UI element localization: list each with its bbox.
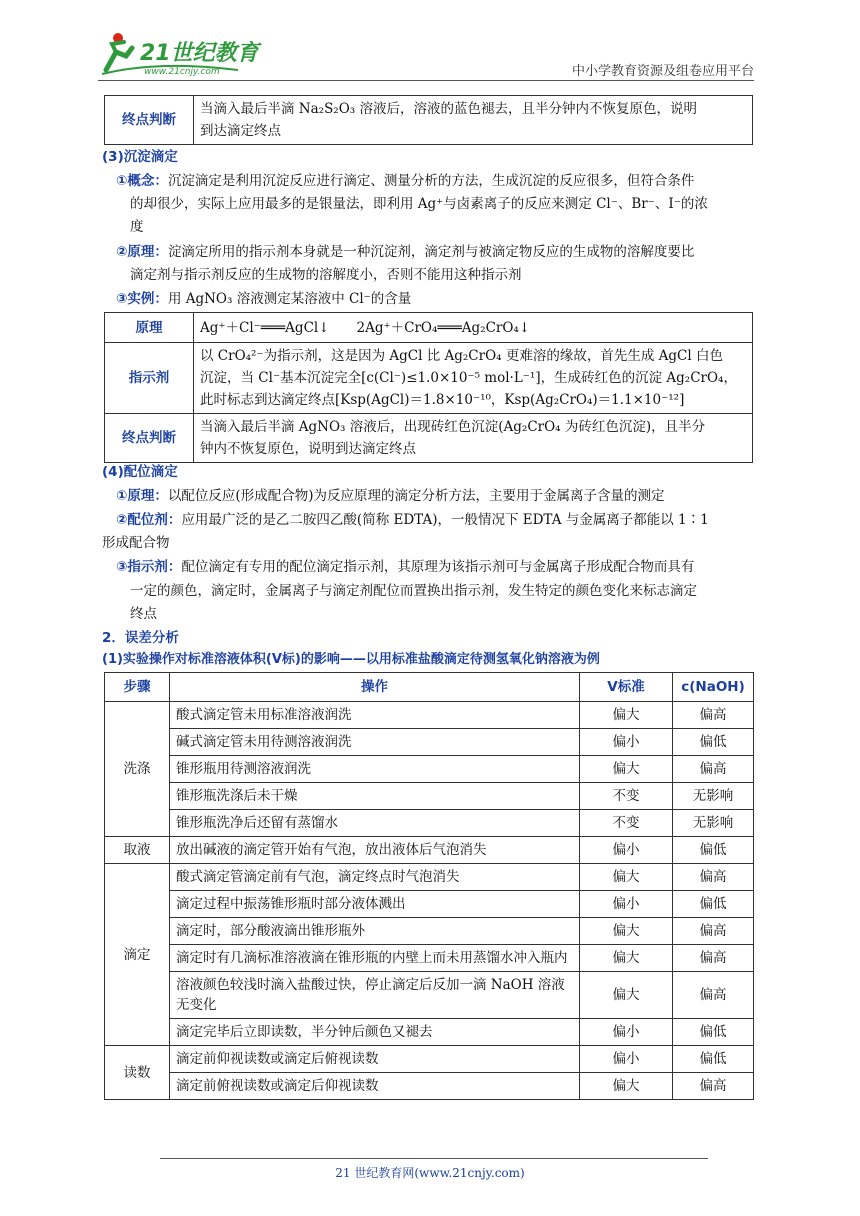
principle-line-1 <box>116 241 694 263</box>
operation-cell: 放出碱液的滴定管开始有气泡，放出液体后气泡消失 <box>170 837 580 864</box>
v-cell: 偏大 <box>580 945 673 972</box>
s4-agent-key: ②配位剂： <box>116 512 182 528</box>
s4-agent-line-2: 形成配合物 <box>102 535 170 551</box>
v-cell: 偏大 <box>580 756 673 783</box>
c-cell: 偏低 <box>673 891 754 918</box>
site-logo[interactable] <box>98 30 273 78</box>
ex-indicator-text <box>194 343 753 414</box>
table-row <box>105 783 754 810</box>
table-row <box>105 1073 754 1100</box>
operation-cell: 滴定前仰视读数或滴定后俯视读数 <box>170 1046 580 1073</box>
c-cell: 偏高 <box>673 945 754 972</box>
logo-url: www.21cnjy.com <box>144 67 220 77</box>
section-3-heading: (3)沉淀滴定 <box>102 149 178 165</box>
c-cell: 偏高 <box>673 1073 754 1100</box>
col-v: V标准 <box>580 673 673 702</box>
c-cell: 无影响 <box>673 810 754 837</box>
principle-text-1: 淀滴定所用的指示剂本身就是一种沉淀剂，滴定剂与被滴定物反应的生成物的溶解度要比 <box>167 244 695 260</box>
v-cell: 偏小 <box>580 1019 673 1046</box>
step-cell: 滴定 <box>105 864 170 1046</box>
footer-divider <box>160 1158 708 1159</box>
table-row <box>105 972 754 1019</box>
operation-cell: 锥形瓶洗净后还留有蒸馏水 <box>170 810 580 837</box>
concept-line-2: 的却很少，实际上应用最多的是银量法，即利用 Ag⁺与卤素离子的反应来测定 Cl⁻、Br⁻、I⁻的浓 <box>130 196 708 212</box>
v-cell: 偏大 <box>580 864 673 891</box>
s4-agent-line-1 <box>116 509 709 531</box>
s4-indicator-line-3: 终点 <box>130 606 157 622</box>
c-cell: 偏高 <box>673 702 754 729</box>
endpoint-text <box>194 96 753 145</box>
table-row <box>105 918 754 945</box>
principle-line-2: 滴定剂与指示剂反应的生成物的溶解度小，否则不能用这种指示剂 <box>130 267 522 283</box>
endpoint-text-2: 到达滴定终点 <box>200 123 281 139</box>
c-cell: 无影响 <box>673 783 754 810</box>
operation-cell: 滴定时有几滴标准溶液滴在锥形瓶的内壁上而未用蒸馏水冲入瓶内 <box>170 945 580 972</box>
table-row <box>105 864 754 891</box>
ex-indicator-line-3: 此时标志到达滴定终点[Ksp(AgCl)＝1.8×10⁻¹⁰，Ksp(Ag₂CrO₄)＝1.1×10⁻¹²] <box>200 392 685 408</box>
step-cell: 取液 <box>105 837 170 864</box>
col-operation: 操作 <box>170 673 580 702</box>
operation-cell: 滴定完毕后立即读数，半分钟后颜色又褪去 <box>170 1019 580 1046</box>
concept-key: ①概念： <box>116 173 168 189</box>
v-cell: 偏大 <box>580 1073 673 1100</box>
section-error-subheading: (1)实验操作对标准溶液体积(V标)的影响——以用标准盐酸滴定待测氢氧化钠溶液为例 <box>102 652 600 667</box>
table-row <box>105 1046 754 1073</box>
table-row <box>105 729 754 756</box>
col-c: c(NaOH) <box>673 673 754 702</box>
concept-line-3: 度 <box>130 219 144 235</box>
example-table <box>104 312 753 463</box>
s4-principle-text: 以配位反应(形成配合物)为反应原理的滴定分析方法，主要用于金属离子含量的测定 <box>167 488 665 504</box>
example-text: 用 AgNO₃ 溶液测定某溶液中 Cl⁻的含量 <box>167 291 412 307</box>
table-row <box>105 702 754 729</box>
c-cell: 偏高 <box>673 918 754 945</box>
s4-indicator-text-1: 配位滴定有专用的配位滴定指示剂，其原理为该指示剂可与金属离子形成配合物而具有 <box>181 559 695 575</box>
header-divider <box>98 80 754 81</box>
s4-indicator-line-1 <box>116 556 694 578</box>
s4-principle-line <box>116 485 664 507</box>
v-cell: 偏小 <box>580 891 673 918</box>
concept-text-1: 沉淀滴定是利用沉淀反应进行滴定、测量分析的方法，生成沉淀的反应很多，但符合条件 <box>167 173 695 189</box>
v-cell: 偏小 <box>580 837 673 864</box>
ex-indicator-line-2: 沉淀，当 Cl⁻基本沉淀完全[c(Cl⁻)≤1.0×10⁻⁵ mol·L⁻¹]，生成砖红色的沉淀 Ag₂CrO₄， <box>200 370 737 386</box>
operation-cell: 滴定前俯视读数或滴定后仰视读数 <box>170 1073 580 1100</box>
table-row <box>105 891 754 918</box>
endpoint-text-1: 当滴入最后半滴 Na₂S₂O₃ 溶液后，溶液的蓝色褪去，且半分钟内不恢复原色，说明 <box>200 101 697 117</box>
operation-cell: 锥形瓶用待测溶液润洗 <box>170 756 580 783</box>
table-row <box>105 945 754 972</box>
v-cell: 偏大 <box>580 972 673 1019</box>
footer-text[interactable]: 21 世纪教育网(www.21cnjy.com) <box>335 1166 525 1180</box>
col-step: 步骤 <box>105 673 170 702</box>
s4-indicator-key: ③指示剂： <box>116 559 182 575</box>
operation-cell: 滴定过程中振荡锥形瓶时部分液体溅出 <box>170 891 580 918</box>
ex-principle-label: 原理 <box>105 313 194 343</box>
c-cell: 偏低 <box>673 1019 754 1046</box>
example-key: ③实例： <box>116 291 168 307</box>
ex-indicator-label: 指示剂 <box>105 343 194 414</box>
v-cell: 偏小 <box>580 729 673 756</box>
s4-agent-text-1: 应用最广泛的是乙二胺四乙酸(简称 EDTA)，一般情况下 EDTA 与金属离子都能以 1∶1 <box>181 512 709 528</box>
s4-indicator-line-2: 一定的颜色，滴定时，金属离子与滴定剂配位而置换出指示剂，发生特定的颜色变化来标志滴定 <box>130 583 697 599</box>
operation-cell: 酸式滴定管滴定前有气泡，滴定终点时气泡消失 <box>170 864 580 891</box>
v-cell: 偏小 <box>580 1046 673 1073</box>
table-row <box>105 810 754 837</box>
c-cell: 偏低 <box>673 729 754 756</box>
logo-text: 21世纪教育 <box>140 41 259 66</box>
step-cell: 洗涤 <box>105 702 170 837</box>
ex-principle-text: Ag⁺＋Cl⁻═══AgCl↓ 2Ag⁺＋CrO₄═══Ag₂CrO₄↓ <box>194 313 753 343</box>
runner-logo-icon <box>98 30 273 78</box>
v-cell: 偏大 <box>580 702 673 729</box>
endpoint-table <box>104 95 753 145</box>
operation-cell: 碱式滴定管未用待测溶液润洗 <box>170 729 580 756</box>
ex-endpoint-line-1: 当滴入最后半滴 AgNO₃ 溶液后，出现砖红色沉淀(Ag₂CrO₄ 为砖红色沉淀)，且半分 <box>200 419 706 435</box>
v-cell: 不变 <box>580 810 673 837</box>
s4-principle-key: ①原理： <box>116 488 168 504</box>
section-error-heading: 2．误差分析 <box>102 630 179 646</box>
v-cell: 偏大 <box>580 918 673 945</box>
table-row <box>105 837 754 864</box>
ex-endpoint-line-2: 钟内不恢复原色，说明到达滴定终点 <box>200 441 416 457</box>
ex-endpoint-text <box>194 414 753 463</box>
step-cell: 读数 <box>105 1046 170 1100</box>
example-line <box>116 288 411 310</box>
operation-cell: 溶液颜色较浅时滴入盐酸过快，停止滴定后反加一滴 NaOH 溶液无变化 <box>170 972 580 1019</box>
operation-cell: 锥形瓶洗涤后未干燥 <box>170 783 580 810</box>
c-cell: 偏低 <box>673 837 754 864</box>
operation-cell: 酸式滴定管未用标准溶液润洗 <box>170 702 580 729</box>
ex-endpoint-label: 终点判断 <box>105 414 194 463</box>
error-table <box>104 672 754 1100</box>
c-cell: 偏高 <box>673 756 754 783</box>
section-4-heading: (4)配位滴定 <box>102 464 178 480</box>
table-row <box>105 1019 754 1046</box>
c-cell: 偏高 <box>673 972 754 1019</box>
c-cell: 偏高 <box>673 864 754 891</box>
header-platform-text: 中小学教育资源及组卷应用平台 <box>571 64 754 79</box>
table-row <box>105 756 754 783</box>
c-cell: 偏低 <box>673 1046 754 1073</box>
principle-key: ②原理： <box>116 244 168 260</box>
endpoint-label: 终点判断 <box>105 96 194 145</box>
v-cell: 不变 <box>580 783 673 810</box>
concept-line-1 <box>116 170 694 192</box>
operation-cell: 滴定时，部分酸液滴出锥形瓶外 <box>170 918 580 945</box>
ex-indicator-line-1: 以 CrO₄²⁻为指示剂，这是因为 AgCl 比 Ag₂CrO₄ 更难溶的缘故，首先生成 AgCl 白色 <box>200 348 723 364</box>
